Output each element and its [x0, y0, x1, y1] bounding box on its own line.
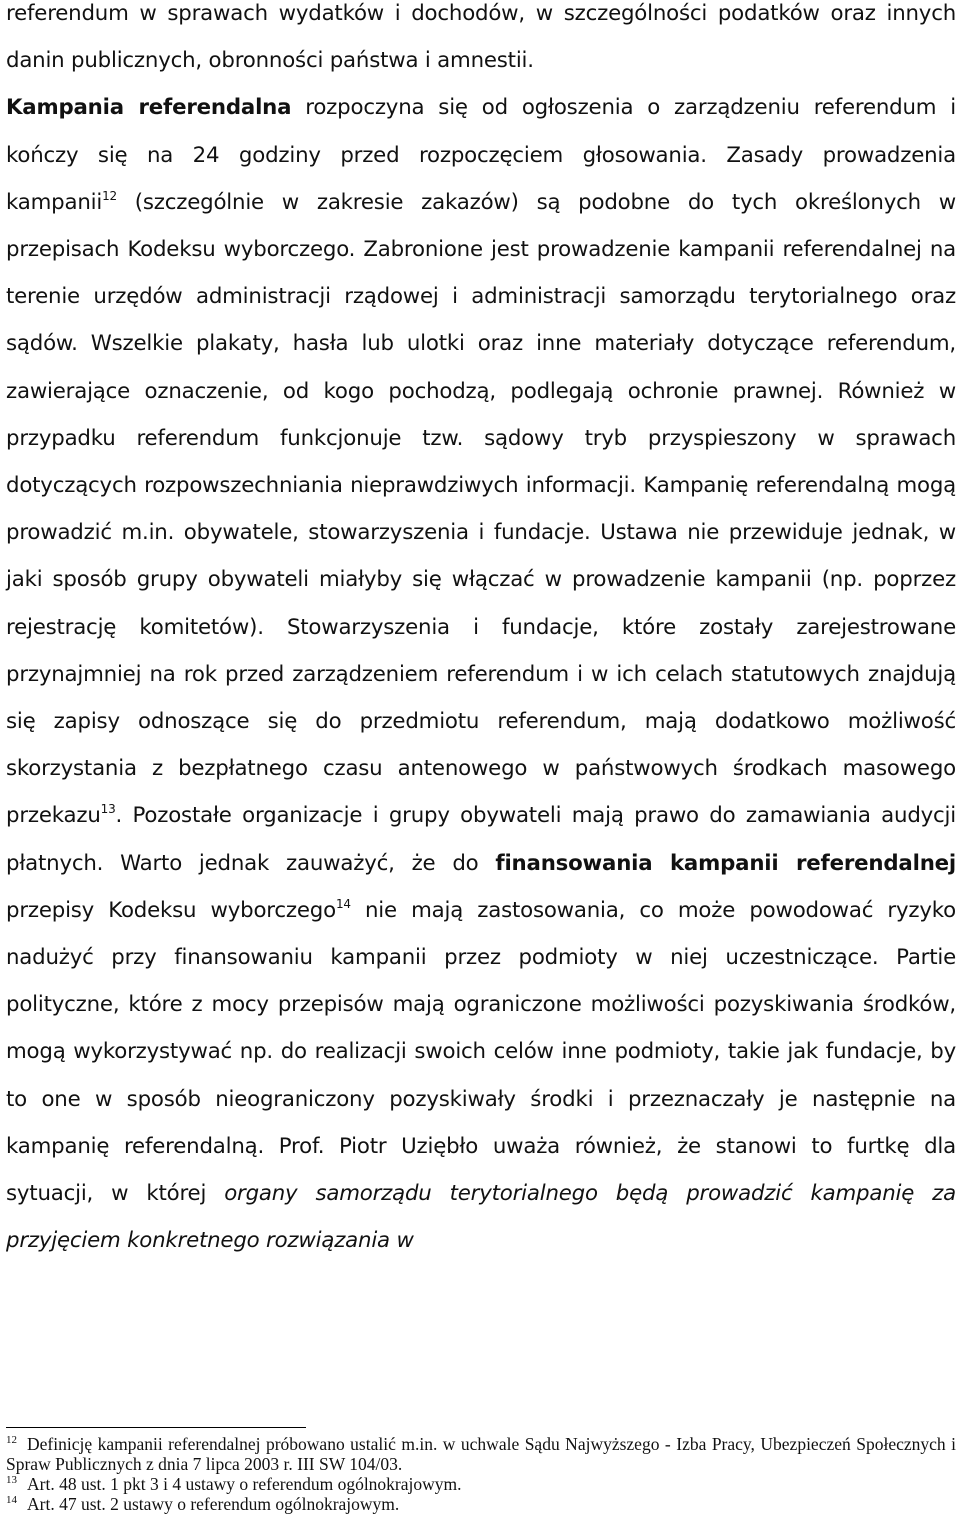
footnote-14	[6, 1494, 956, 1514]
italic-quote: organy samorządu terytorialnego będą prowadzić kampanię za przyjęciem konkretnego rozwiązania w	[6, 1181, 956, 1254]
body-segment: rozpoczyna się od ogłoszenia o zarządzeniu referendum i kończy się na 24 godziny przed rozpoczęciem głosowania. Zasady prowadzenia kampanii	[6, 95, 956, 215]
body-segment: (szczególnie w zakresie zakazów) są podobne do tych określonych w przepisach Kodeksu wyborczego. Zabronione jest prowadzenie kampanii referendalnej na terenie urzędów administracji rządowej i administracji samorządu terytorialnego oraz sądów. Wszelkie plakaty, hasła lub ulotki oraz inne materiały dotyczące referendum, zawierające oznaczenie, od kogo pochodzą, podlegają ochronie prawnej. Również w przypadku referendum funkcjonuje tzw. sądowy tryb przyspieszony w sprawach dotyczących rozpowszechniania nieprawdziwych informacji. Kampanię referendalną mogą prowadzić m.in. obywatele, stowarzyszenia i fundacje. Ustawa nie przewiduje jednak, w jaki sposób grupy obywateli miałyby się włączać w prowadzenie kampanii (np. poprzez rejestrację komitetów). Stowarzyszenia i fundacje, które zostały zarejestrowane przynajmniej na rok przed zarządzeniem referendum i w ich celach statutowych znajdują się zapisy odnoszące się do przedmiotu referendum, mają dodatkowo możliwość skorzystania z bezpłatnego czasu antenowego w państwowych środkach masowego przekazu	[6, 189, 956, 829]
footnote-number: 14	[6, 1494, 17, 1507]
footnote-number: 12	[6, 1434, 17, 1447]
body-segment: przepisy Kodeksu wyborczego	[6, 897, 336, 923]
body-segment: nie mają zastosowania, co może powodować ryzyko nadużyć przy finansowaniu kampanii przez podmioty w niej uczestniczące. Partie polityczne, które z mocy przepisów mają ograniczone możliwości pozyskiwania środków, mogą wykorzystywać np. do realizacji swoich celów inne podmioty, takie jak fundacje, by to one w sposób nieograniczony pozyskiwały środki i przeznaczały je następnie na kampanię referendalną. Prof. Piotr Uziębło uważa również, że stanowi to furtkę dla sytuacji, w której	[6, 897, 956, 1207]
footnote-text: Art. 48 ust. 1 pkt 3 i 4 ustawy o referendum ogólnokrajowym.	[27, 1474, 462, 1494]
body-text	[6, 0, 956, 1264]
footnote-13	[6, 1474, 956, 1494]
footnote-text: Definicję kampanii referendalnej próbowano ustalić m.in. w uchwale Sądu Najwyższego - Izba Pracy, Ubezpieczeń Społecznych i Spraw Publicznych z dnia 7 lipca 2003 r. III SW 104/03.	[6, 1434, 956, 1474]
footnote-separator	[6, 1427, 306, 1428]
footnote-ref-13[interactable]: 13	[100, 802, 116, 817]
bold-term-financing: finansowania kampanii referendalnej	[495, 850, 956, 876]
footnote-text: Art. 47 ust. 2 ustawy o referendum ogólnokrajowym.	[27, 1494, 400, 1514]
footnote-number: 13	[6, 1474, 17, 1487]
paragraph-intro: referendum w sprawach wydatków i dochodów, w szczególności podatków oraz innych danin publicznych, obronności państwa i amnestii.	[6, 1, 956, 74]
footnote-ref-12[interactable]: 12	[102, 188, 117, 203]
body-segment: . Pozostałe organizacje i grupy obywateli mają prawo do zamawiania audycji płatnych. Warto jednak zauważyć, że do	[6, 803, 956, 876]
footnote-12	[6, 1434, 956, 1474]
footnotes	[6, 1434, 956, 1514]
bold-term-campaign: Kampania referendalna	[6, 95, 292, 121]
footnote-ref-14[interactable]: 14	[335, 896, 351, 911]
